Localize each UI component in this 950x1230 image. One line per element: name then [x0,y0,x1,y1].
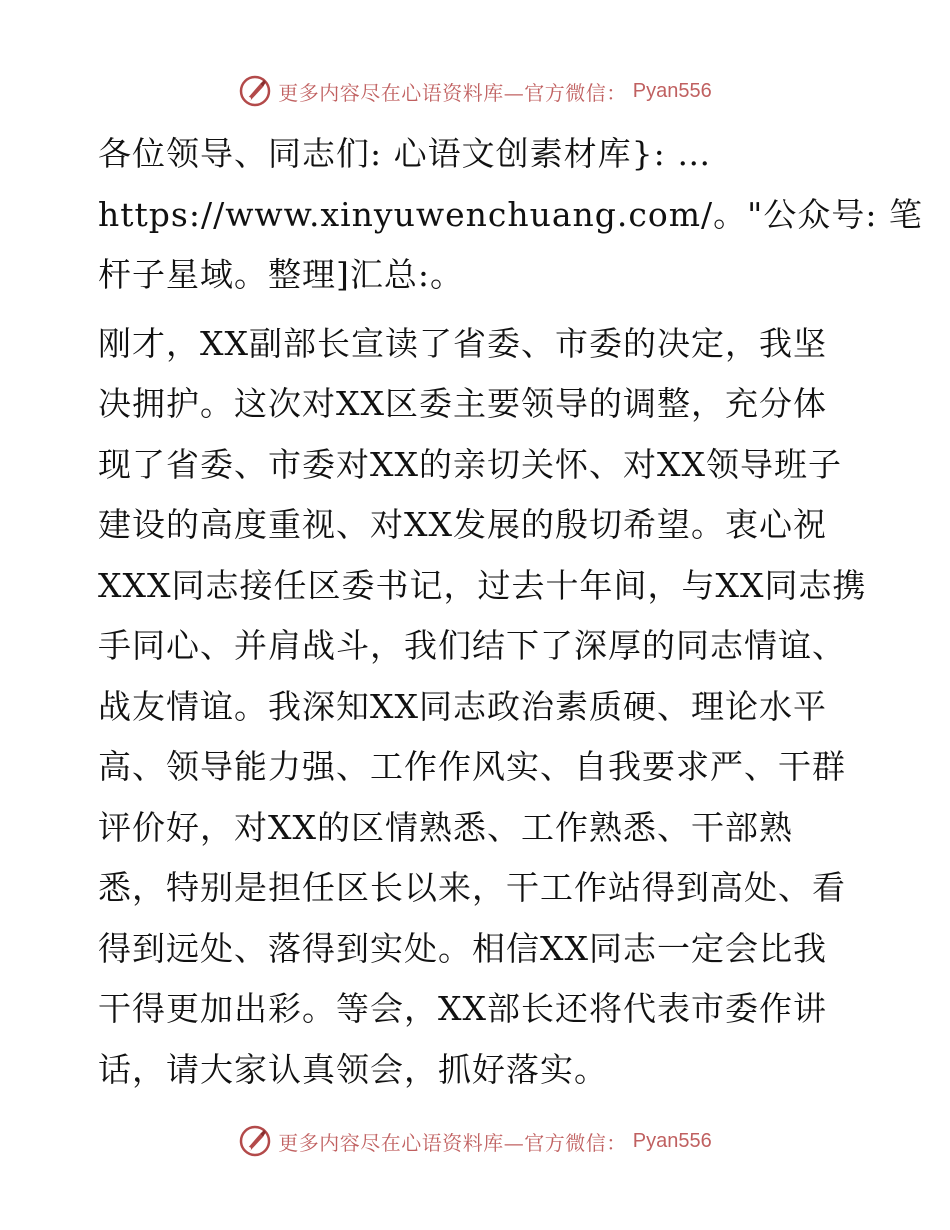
watermark-wechat-id: Pyan556 [632,79,712,102]
text-line: 现了省委、市委对XX的亲切关怀、对XX领导班子 [98,444,842,484]
footer-watermark [0,1124,950,1158]
quill-logo-icon [238,1124,272,1158]
text-line: XXX同志接任区委书记，过去十年间，与XX同志携 [98,565,867,605]
header-watermark [0,74,950,108]
text-line: 得到远处、落得到实处。相信XX同志一定会比我 [98,928,827,968]
text-line: 话，请大家认真领会，抓好落实。 [98,1049,608,1089]
quill-logo-icon [238,74,272,108]
text-line: 战友情谊。我深知XX同志政治素质硬、理论水平 [98,686,827,726]
text-line: 悉，特别是担任区长以来，干工作站得到高处、看 [98,868,846,907]
text-line: 建设的高度重视、对XX发展的殷切希望。衷心祝 [98,505,827,544]
text-line: 干得更加出彩。等会，XX部长还将代表市委作讲 [98,989,827,1028]
text-line: 决拥护。这次对XX区委主要领导的调整，充分体 [98,384,827,423]
watermark-text: 更多内容尽在心语资料库—官方微信： [278,1130,627,1155]
text-line: 高、领导能力强、工作作风实、自我要求严、干群 [98,747,846,786]
text-line: 评价好，对XX的区情熟悉、工作熟悉、干部熟 [98,807,793,847]
text-line: 杆子星域。整理]汇总:。 [98,255,464,294]
text-line: 各位领导、同志们: 心语文创素材库}: … [98,134,712,173]
watermark-text: 更多内容尽在心语资料库—官方微信： [278,80,627,105]
paragraph-speech [98,314,867,1101]
text-line: 手同心、并肩战斗，我们结下了深厚的同志情谊、 [98,626,846,665]
watermark-wechat-id: Pyan556 [632,1129,712,1152]
paragraph-greeting [98,124,923,306]
text-line: 刚才，XX副部长宣读了省委、市委的决定，我坚 [98,323,827,363]
document-body [98,124,923,1100]
text-line: https://www.xinyuwenchuang.com/。"公众号: 笔 [98,194,923,234]
